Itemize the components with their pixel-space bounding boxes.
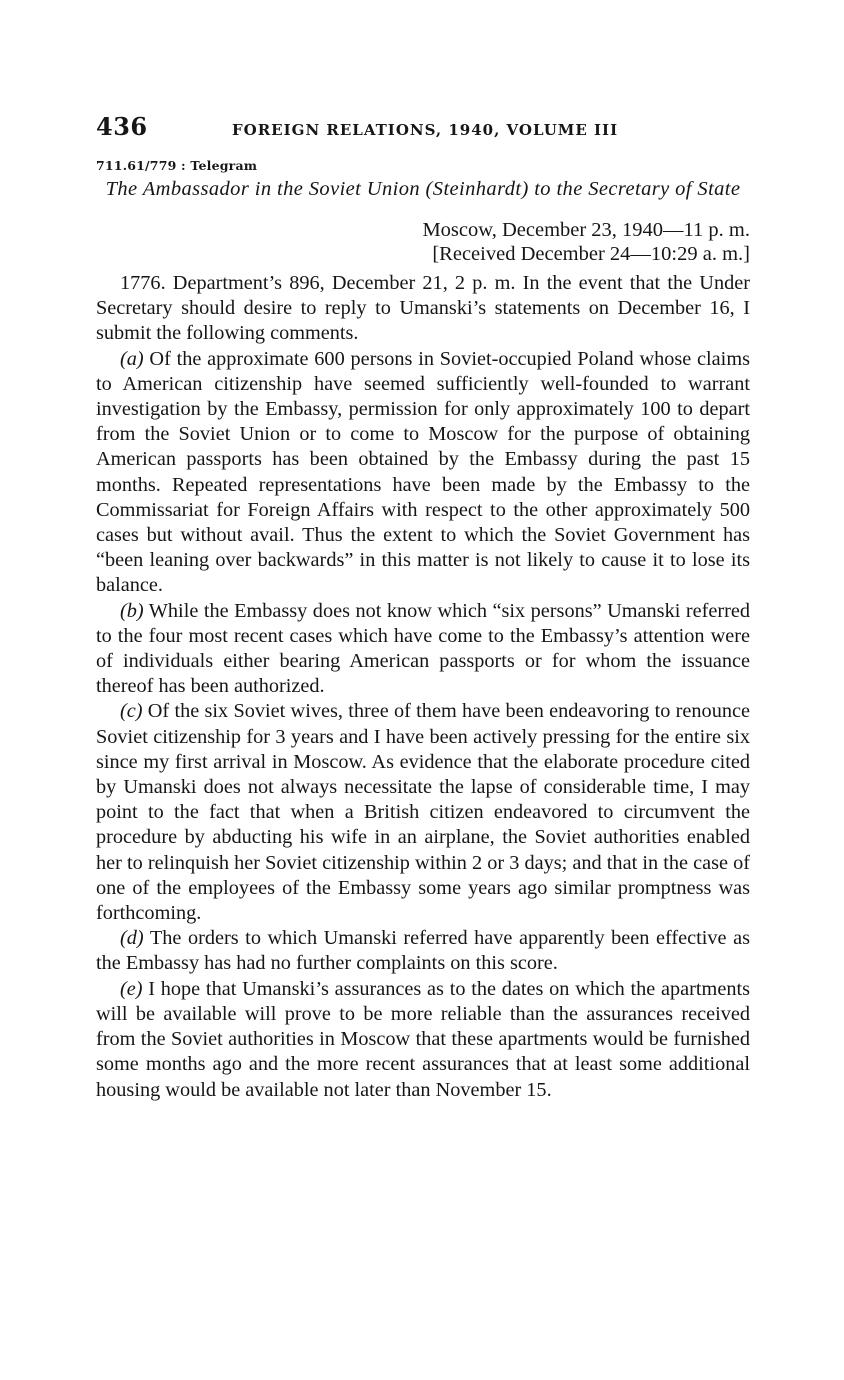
page-number: 436: [96, 112, 148, 141]
running-head: [96, 112, 750, 142]
dateline: [96, 218, 750, 266]
paragraph-text: Of the approximate 600 persons in Soviet-occupied Poland whose claims to American citizenship have seemed sufficiently well-founded to warrant investigation by the Embassy, permission for only approximately 100 to depart from the Soviet Union or to come to Moscow for the purpose of obtaining American passports has been obtained by the Embassy during the past 15 months. Repeated representations have been made by the Embassy to the Commissariat for Foreign Affairs with respect to the other approximately 500 cases but without avail. Thus the extent to which the Soviet Government has “been leaning over backwards” in this matter is not likely to cause it to lose its balance.: [96, 347, 750, 597]
paragraph-text: While the Embassy does not know which “six persons” Umanski referred to the four most recent cases which have come to the Embassy’s attention were of individuals either bearing American passports or for whom the issuance thereof has been authorized.: [96, 599, 750, 698]
paragraph-intro: [96, 271, 750, 347]
document-title: The Ambassador in the Soviet Union (Steinhardt) to the Secretary of State: [105, 178, 741, 200]
paragraph-a: [96, 347, 750, 599]
paragraph-d: [96, 926, 750, 976]
paragraph-e: [96, 977, 750, 1103]
document-page: [96, 112, 750, 1103]
file-reference: 711.61/779 : Telegram: [96, 158, 258, 173]
received-stamp: [Received December 24—10:29 a. m.]: [432, 243, 750, 265]
paragraph-label: (b): [120, 599, 144, 622]
paragraph-b: [96, 599, 750, 700]
paragraph-text: Of the six Soviet wives, three of them have been endeavoring to renounce Soviet citizenship for 3 years and I have been actively pressing for the entire six since my first arrival in Moscow. As evidence that the elaborate procedure cited by Umanski does not always necessitate the lapse of considerable time, I may point to the fact that when a British citizen endeavored to circumvent the procedure by abducting his wife in an airplane, the Soviet authorities enabled her to relinquish her Soviet citizenship within 2 or 3 days; and that in the case of one of the employees of the Embassy some years ago similar promptness was forthcoming.: [96, 700, 750, 925]
telegram-body: [96, 271, 750, 1103]
paragraph-label: (e): [120, 977, 143, 1000]
paragraph-label: (d): [120, 927, 144, 950]
paragraph-text: The orders to which Umanski referred have apparently been effective as the Embassy has had no further complaints on this score.: [96, 927, 750, 975]
place-date: Moscow, December 23, 1940—11 p. m.: [422, 219, 750, 241]
paragraph-text: I hope that Umanski’s assurances as to the dates on which the apartments will be available will prove to be more reliable than the assurances received from the Soviet authorities in Moscow that these apartments would be furnished some months ago and the more recent assurances that at least some additional housing would be available not later than November 15.: [96, 977, 750, 1101]
paragraph-label: (a): [120, 347, 144, 370]
paragraph-text: 1776. Department’s 896, December 21, 2 p. m. In the event that the Under Secretary should desire to reply to Umanski’s statements on December 16, I submit the following comments.: [96, 272, 750, 345]
paragraph-c: [96, 699, 750, 926]
running-head-title: FOREIGN RELATIONS, 1940, VOLUME III: [232, 121, 619, 139]
paragraph-label: (c): [120, 700, 143, 723]
